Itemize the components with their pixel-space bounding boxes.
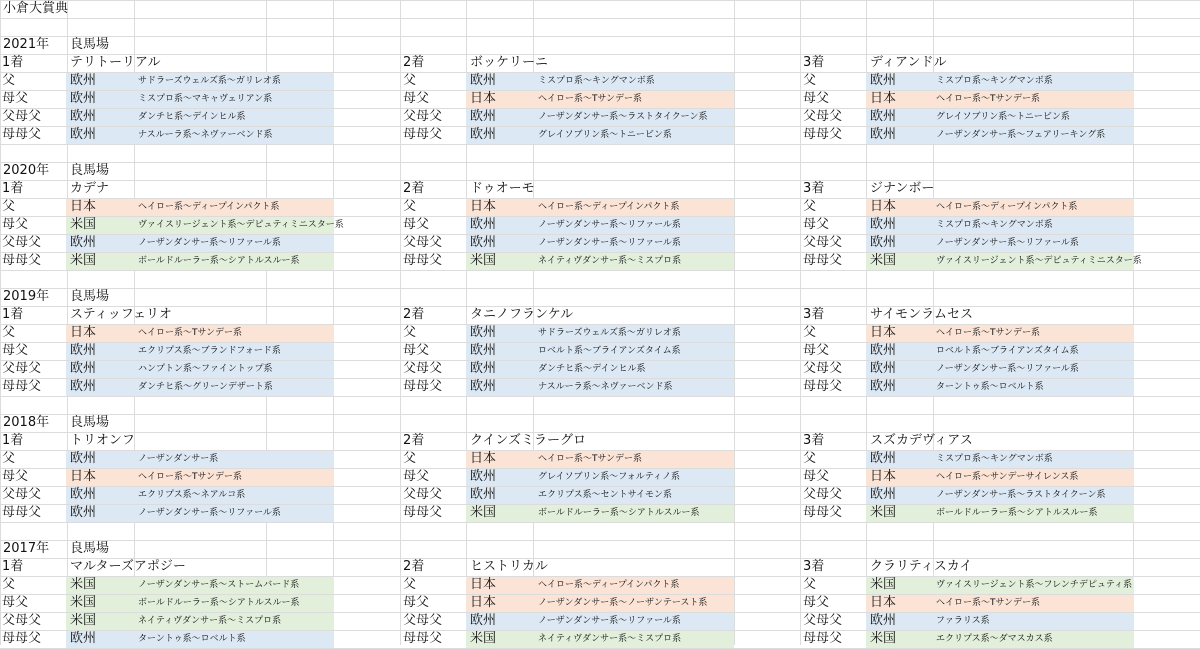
sire-line-cell: ヘイロー系～ディープインパクト系 [936, 202, 1078, 212]
region-cell: 欧州 [470, 235, 497, 250]
pedigree-role: 父母父 [803, 361, 843, 376]
sire-line-cell: ノーザンダンサー系～リファール系 [936, 238, 1079, 248]
sire-line-cell: ロベルト系～ブライアンズタイム系 [936, 346, 1079, 356]
sire-line-cell: サドラーズウェルズ系～ガリレオ系 [138, 76, 281, 86]
pedigree-role: 父母父 [2, 361, 42, 376]
pedigree-role: 父母父 [803, 487, 843, 502]
sire-line-cell: ダンチヒ系～デインヒル系 [138, 112, 246, 122]
place-label: 2着 [403, 55, 425, 70]
region-cell: 欧州 [470, 325, 497, 340]
region-cell: 欧州 [870, 235, 897, 250]
region-cell: 欧州 [870, 379, 897, 394]
year-label: 2018年 [3, 415, 50, 430]
track-condition: 良馬場 [70, 37, 110, 52]
region-cell: 日本 [870, 199, 897, 214]
region-cell: 米国 [870, 253, 897, 268]
sire-line-cell: エクリプス系～ダマスカス系 [936, 634, 1053, 644]
region-cell: 日本 [470, 91, 497, 106]
pedigree-role: 母母父 [2, 253, 42, 268]
region-cell: 欧州 [870, 217, 897, 232]
region-cell: 日本 [870, 469, 897, 484]
sire-line-cell: ヘイロー系～Tサンデー系 [138, 328, 243, 338]
region-cell: 米国 [870, 631, 897, 646]
pedigree-role: 父 [2, 577, 16, 592]
region-cell: 日本 [70, 325, 97, 340]
sire-line-cell: ネイティヴダンサー系～ミスプロ系 [138, 616, 282, 626]
pedigree-role: 父 [403, 73, 417, 88]
pedigree-role: 母母父 [403, 379, 443, 394]
pedigree-role: 母母父 [403, 253, 443, 268]
sire-line-cell: エクリプス系～セントサイモン系 [538, 490, 673, 500]
pedigree-role: 父 [2, 199, 16, 214]
sire-line-cell: ノーザンダンサー系～ノーザンテースト系 [538, 598, 708, 608]
pedigree-role: 母母父 [2, 379, 42, 394]
grid-row-line [0, 396, 1200, 397]
place-label: 1着 [2, 307, 24, 322]
horse-name: クインズミラーグロ [470, 433, 586, 448]
horse-name: トリオンフ [70, 433, 135, 448]
region-cell: 欧州 [470, 73, 497, 88]
region-cell: 日本 [870, 325, 897, 340]
sire-line-cell: ノーザンダンサー系～リファール系 [538, 616, 681, 626]
sire-line-cell: ヘイロー系～ディープインパクト系 [538, 202, 680, 212]
region-cell: 日本 [470, 577, 497, 592]
place-label: 2着 [403, 181, 425, 196]
region-cell: 欧州 [470, 127, 497, 142]
horse-name: サイモンラムセス [870, 307, 973, 322]
pedigree-role: 母母父 [803, 379, 843, 394]
sire-line-cell: ヘイロー系～Tサンデー系 [538, 94, 643, 104]
region-cell: 欧州 [70, 73, 97, 88]
grid-row-line [0, 432, 1200, 433]
grid-row-line [0, 162, 1200, 163]
pedigree-role: 父母父 [2, 487, 42, 502]
sire-line-cell: グレイソブリン系～トニービン系 [538, 130, 672, 140]
pedigree-role: 父母父 [2, 109, 42, 124]
pedigree-role: 母父 [803, 343, 830, 358]
sire-line-cell: ヘイロー系～Tサンデー系 [936, 94, 1041, 104]
sire-line-cell: ミスプロ系～キングマンボ系 [936, 454, 1053, 464]
pedigree-role: 母母父 [403, 505, 443, 520]
region-cell: 欧州 [470, 109, 497, 124]
pedigree-role: 母母父 [2, 127, 42, 142]
region-cell: 日本 [870, 595, 897, 610]
sire-line-cell: ミスプロ系～キングマンボ系 [936, 76, 1053, 86]
region-cell: 欧州 [870, 109, 897, 124]
grid-row-line [0, 144, 1200, 145]
year-label: 2020年 [3, 163, 50, 178]
region-cell: 米国 [870, 505, 897, 520]
region-cell: 欧州 [870, 613, 897, 628]
region-cell: 欧州 [70, 379, 97, 394]
region-highlight [866, 613, 1134, 630]
pedigree-role: 父 [403, 199, 417, 214]
sire-line-cell: エクリプス系～ネアルコ系 [138, 490, 246, 500]
region-cell: 欧州 [470, 487, 497, 502]
region-cell: 日本 [470, 451, 497, 466]
horse-name: クラリティスカイ [870, 559, 973, 574]
sire-line-cell: ネイティヴダンサー系～ミスプロ系 [538, 634, 682, 644]
pedigree-role: 父 [403, 451, 417, 466]
pedigree-role: 父 [803, 199, 817, 214]
pedigree-role: 母父 [403, 217, 430, 232]
sire-line-cell: グレイソブリン系～トニービン系 [936, 112, 1070, 122]
pedigree-role: 母父 [403, 469, 430, 484]
place-label: 2着 [403, 433, 425, 448]
region-cell: 欧州 [70, 91, 97, 106]
sire-line-cell: ヘイロー系～サンデーサイレンス系 [936, 472, 1079, 482]
region-cell: 欧州 [70, 487, 97, 502]
track-condition: 良馬場 [70, 415, 110, 430]
pedigree-role: 父 [2, 325, 16, 340]
sire-line-cell: ミスプロ系～キングマンボ系 [538, 76, 655, 86]
pedigree-role: 父母父 [403, 235, 443, 250]
year-label: 2021年 [3, 37, 50, 52]
horse-name: ボッケリーニ [470, 55, 549, 70]
track-condition: 良馬場 [70, 541, 110, 556]
pedigree-role: 父母父 [403, 361, 443, 376]
region-cell: 米国 [70, 595, 97, 610]
grid-row-line [0, 270, 1200, 271]
grid-row-line [0, 18, 1200, 19]
region-cell: 米国 [70, 577, 97, 592]
region-cell: 欧州 [870, 127, 897, 142]
sire-line-cell: ナスルーラ系～ネヴァーベンド系 [138, 130, 273, 140]
horse-name: マルターズアポジー [70, 559, 186, 574]
pedigree-role: 父 [803, 577, 817, 592]
place-label: 3着 [803, 181, 825, 196]
grid-row-line [0, 0, 1200, 1]
sire-line-cell: ヘイロー系～ディープインパクト系 [138, 202, 280, 212]
sire-line-cell: サドラーズウェルズ系～ガリレオ系 [538, 328, 681, 338]
horse-name: ヒストリカル [470, 559, 548, 574]
region-cell: 欧州 [470, 469, 497, 484]
sire-line-cell: ヴァイスリージェント系～デピュティミニスター系 [936, 256, 1142, 266]
pedigree-role: 母父 [403, 343, 430, 358]
grid-row-line [0, 414, 1200, 415]
region-cell: 欧州 [470, 343, 497, 358]
sire-line-cell: ノーザンダンサー系～リファール系 [538, 238, 681, 248]
region-cell: 米国 [470, 505, 497, 520]
region-cell: 欧州 [70, 235, 97, 250]
horse-name: テリトーリアル [70, 55, 161, 70]
sire-line-cell: ハンプトン系～ファイントップ系 [138, 364, 273, 374]
grid-row-line [0, 288, 1200, 289]
pedigree-role: 母母父 [803, 505, 843, 520]
region-cell: 米国 [470, 253, 497, 268]
pedigree-role: 父 [803, 325, 817, 340]
pedigree-role: 父 [803, 73, 817, 88]
sire-line-cell: ダンチヒ系～デインヒル系 [538, 364, 646, 374]
sire-line-cell: エクリプス系～ブランドフォード系 [138, 346, 281, 356]
sire-line-cell: ノーザンダンサー系～リファール系 [138, 238, 281, 248]
region-cell: 欧州 [70, 109, 97, 124]
track-condition: 良馬場 [70, 289, 110, 304]
place-label: 1着 [2, 559, 24, 574]
pedigree-role: 母父 [803, 469, 830, 484]
grid-col-line [734, 0, 735, 645]
pedigree-role: 父 [403, 325, 417, 340]
pedigree-role: 父 [403, 577, 417, 592]
region-cell: 日本 [470, 595, 497, 610]
year-label: 2019年 [3, 289, 50, 304]
sire-line-cell: ヘイロー系～Tサンデー系 [138, 472, 243, 482]
pedigree-role: 父母父 [2, 613, 42, 628]
region-cell: 欧州 [870, 487, 897, 502]
sire-line-cell: ダンチヒ系～グリーンデザート系 [138, 382, 273, 392]
region-cell: 欧州 [870, 361, 897, 376]
region-cell: 米国 [70, 217, 97, 232]
region-cell: 欧州 [870, 343, 897, 358]
place-label: 3着 [803, 559, 825, 574]
region-cell: 米国 [470, 631, 497, 646]
pedigree-role: 父母父 [2, 235, 42, 250]
pedigree-role: 母母父 [2, 631, 42, 646]
grid-col-line [800, 0, 801, 645]
sire-line-cell: ターントゥ系～ロベルト系 [138, 634, 246, 644]
region-cell: 米国 [70, 613, 97, 628]
grid-row-line [0, 54, 1200, 55]
horse-name: ディアンドル [870, 55, 947, 70]
region-cell: 欧州 [70, 361, 97, 376]
region-cell: 日本 [470, 199, 497, 214]
grid-col-line [400, 0, 401, 645]
pedigree-role: 父母父 [803, 109, 843, 124]
pedigree-role: 母父 [2, 595, 29, 610]
pedigree-role: 母父 [803, 217, 830, 232]
grid-row-line [0, 36, 1200, 37]
region-cell: 欧州 [470, 379, 497, 394]
region-cell: 米国 [870, 577, 897, 592]
pedigree-role: 母父 [403, 91, 430, 106]
pedigree-role: 父母父 [403, 487, 443, 502]
pedigree-role: 母父 [2, 469, 29, 484]
sire-line-cell: ボールドルーラー系～シアトルスルー系 [936, 508, 1098, 518]
place-label: 1着 [2, 181, 24, 196]
sire-line-cell: ノーザンダンサー系～リファール系 [538, 220, 681, 230]
grid-row-line [0, 180, 1200, 181]
place-label: 3着 [803, 433, 825, 448]
pedigree-role: 母父 [403, 595, 430, 610]
sire-line-cell: ミスプロ系～マキャヴェリアン系 [138, 94, 273, 104]
place-label: 2着 [403, 559, 425, 574]
sire-line-cell: ノーザンダンサー系～ストームバード系 [138, 580, 300, 590]
region-cell: 欧州 [70, 505, 97, 520]
region-cell: 日本 [70, 469, 97, 484]
horse-name: スティッフェリオ [70, 307, 172, 322]
place-label: 3着 [803, 307, 825, 322]
region-cell: 欧州 [70, 631, 97, 646]
pedigree-role: 母父 [803, 91, 830, 106]
region-cell: 欧州 [470, 217, 497, 232]
pedigree-role: 母父 [2, 217, 29, 232]
pedigree-role: 父 [2, 73, 16, 88]
region-cell: 欧州 [470, 361, 497, 376]
sire-line-cell: ノーザンダンサー系～リファール系 [138, 508, 281, 518]
place-label: 1着 [2, 55, 24, 70]
pedigree-role: 母母父 [403, 127, 443, 142]
grid-row-line [0, 306, 1200, 307]
region-cell: 欧州 [70, 451, 97, 466]
horse-name: カデナ [70, 181, 110, 196]
sire-line-cell: ボールドルーラー系～シアトルスルー系 [138, 256, 300, 266]
sire-line-cell: ヘイロー系～Tサンデー系 [936, 598, 1041, 608]
pedigree-role: 母母父 [803, 253, 843, 268]
sire-line-cell: ヘイロー系～Tサンデー系 [936, 328, 1041, 338]
sire-line-cell: ロベルト系～ブライアンズタイム系 [538, 346, 681, 356]
pedigree-role: 母母父 [2, 505, 42, 520]
sire-line-cell: ターントゥ系～ロベルト系 [936, 382, 1044, 392]
grid-row-line [0, 540, 1200, 541]
horse-name: スズカデヴィアス [870, 433, 973, 448]
sire-line-cell: ナスルーラ系～ネヴァーベンド系 [538, 382, 673, 392]
horse-name: ドゥオーモ [470, 181, 535, 196]
sire-line-cell: ヘイロー系～Tサンデー系 [538, 454, 643, 464]
sire-line-cell: ノーザンダンサー系～フェアリーキング系 [936, 130, 1106, 140]
sire-line-cell: ノーザンダンサー系～ラストタイクーン系 [936, 490, 1106, 500]
pedigree-role: 母父 [2, 343, 29, 358]
sire-line-cell: ノーザンダンサー系 [138, 454, 219, 464]
sire-line-cell: ヘイロー系～ディープインパクト系 [538, 580, 680, 590]
region-cell: 欧州 [870, 451, 897, 466]
place-label: 1着 [2, 433, 24, 448]
sire-line-cell: ファラリス系 [936, 616, 990, 626]
pedigree-role: 父母父 [803, 235, 843, 250]
pedigree-role: 母母父 [803, 127, 843, 142]
sire-line-cell: ノーザンダンサー系～リファール系 [936, 364, 1079, 374]
sire-line-cell: ノーザンダンサー系～ラストタイクーン系 [538, 112, 708, 122]
pedigree-role: 父母父 [803, 613, 843, 628]
region-cell: 欧州 [870, 73, 897, 88]
place-label: 2着 [403, 307, 425, 322]
pedigree-role: 父 [2, 451, 16, 466]
pedigree-role: 母父 [2, 91, 29, 106]
pedigree-role: 父 [803, 451, 817, 466]
place-label: 3着 [803, 55, 825, 70]
sire-line-cell: ヴァイスリージェント系～フレンチデピュティ系 [936, 580, 1133, 590]
sire-line-cell: ヴァイスリージェント系～デピュティミニスター系 [138, 220, 344, 230]
year-label: 2017年 [3, 541, 50, 556]
sire-line-cell: グレイソブリン系～フォルティノ系 [538, 472, 681, 482]
pedigree-role: 母母父 [803, 631, 843, 646]
pedigree-role: 母母父 [403, 631, 443, 646]
grid-col-line [0, 0, 1, 645]
horse-name: ジナンボー [870, 181, 935, 196]
grid-row-line [0, 522, 1200, 523]
sire-line-cell: ボールドルーラー系～シアトルスルー系 [538, 508, 700, 518]
pedigree-role: 父母父 [403, 109, 443, 124]
horse-name: タニノフランケル [470, 307, 574, 322]
sire-line-cell: ミスプロ系～キングマンボ系 [936, 220, 1053, 230]
sire-line-cell: ネイティヴダンサー系～ミスプロ系 [538, 256, 682, 266]
pedigree-role: 父母父 [403, 613, 443, 628]
sire-line-cell: ボールドルーラー系～シアトルスルー系 [138, 598, 300, 608]
pedigree-role: 母父 [803, 595, 830, 610]
region-cell: 欧州 [470, 613, 497, 628]
sheet-title: 小倉大賞典 [3, 1, 69, 16]
region-cell: 日本 [70, 199, 97, 214]
region-cell: 欧州 [70, 127, 97, 142]
region-cell: 欧州 [70, 343, 97, 358]
track-condition: 良馬場 [70, 163, 110, 178]
region-cell: 日本 [870, 91, 897, 106]
region-cell: 米国 [70, 253, 97, 268]
